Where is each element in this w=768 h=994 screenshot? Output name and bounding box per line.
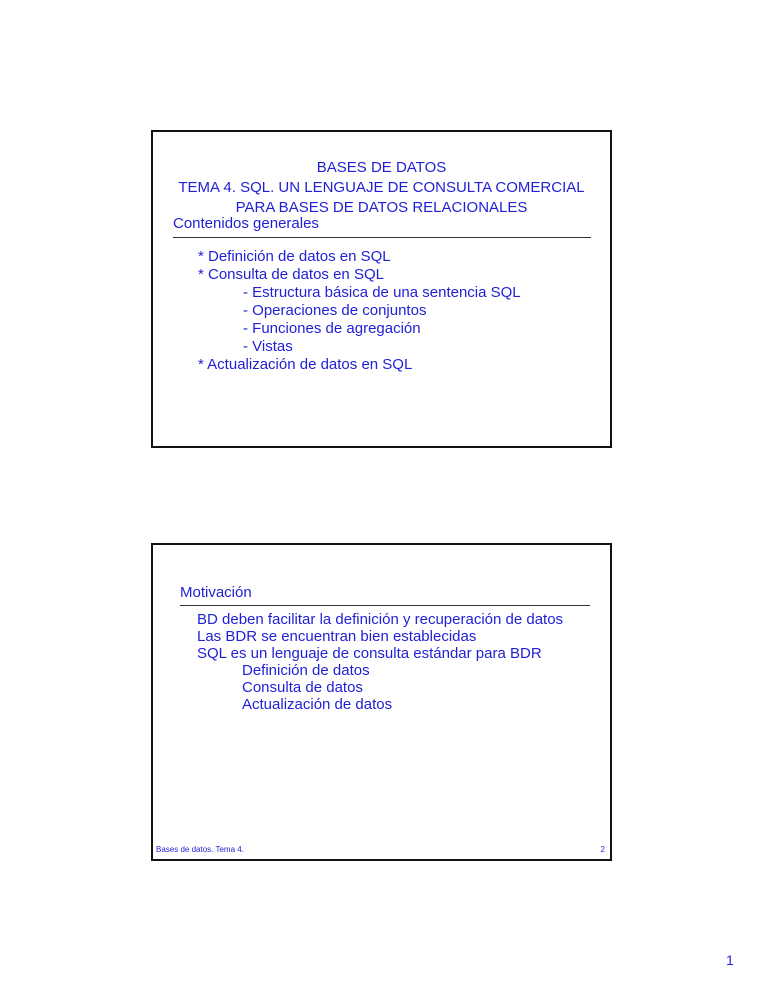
slide-1 [151,130,612,448]
list-item: - Operaciones de conjuntos [243,302,427,319]
list-item: SQL es un lenguaje de consulta estándar para BDR [197,645,542,662]
slide-footer-title: Bases de datos. Tema 4. [156,845,244,854]
list-item: Definición de datos [242,662,370,679]
list-item: BD deben facilitar la definición y recuperación de datos [197,611,564,628]
section-heading-contenidos: Contenidos generales [173,215,319,232]
list-item: - Vistas [243,338,293,355]
list-item: - Estructura básica de una sentencia SQL [243,284,521,301]
list-item: * Definición de datos en SQL [198,248,391,265]
list-item: Las BDR se encuentran bien establecidas [197,628,477,645]
list-item: * Actualización de datos en SQL [198,356,413,373]
slide-2 [151,543,612,861]
slide-1-title [153,158,610,218]
contents-list [198,248,521,374]
list-item: Actualización de datos [242,696,393,713]
page-number: 1 [726,952,734,968]
section-heading-motivacion: Motivación [180,584,252,601]
list-item: - Funciones de agregación [243,320,421,337]
title-line-1: BASES DE DATOS [316,159,447,176]
list-item: * Consulta de datos en SQL [198,266,384,283]
slide-number: 2 [600,845,605,854]
list-item: Consulta de datos [242,679,363,696]
heading-rule [173,237,591,238]
heading-rule [180,605,590,606]
title-line-3: PARA BASES DE DATOS RELACIONALES [235,199,528,216]
title-line-2: TEMA 4. SQL. UN LENGUAJE DE CONSULTA COMERCIAL [178,179,585,196]
motivation-list [197,611,563,713]
